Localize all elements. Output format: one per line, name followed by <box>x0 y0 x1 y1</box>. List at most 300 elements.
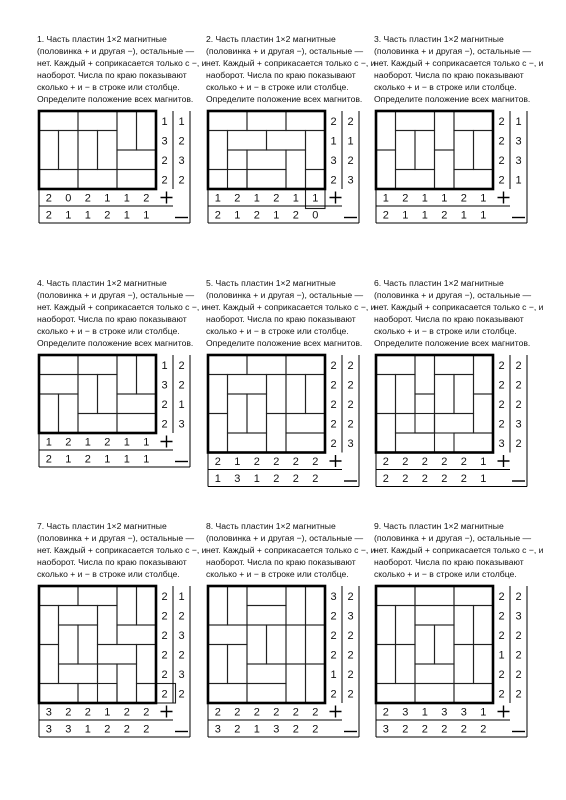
row-minus-clue: 3 <box>347 610 354 623</box>
domino-tile <box>286 355 325 375</box>
col-plus-clue: 2 <box>65 706 72 719</box>
domino-tile <box>228 586 248 625</box>
domino-tile <box>415 586 454 606</box>
domino-tile <box>117 111 137 150</box>
col-plus-clue: 1 <box>441 192 448 205</box>
row-minus-clue: 2 <box>515 668 522 681</box>
row-minus-clue: 2 <box>515 359 522 372</box>
domino-tile <box>59 606 98 626</box>
domino-tile <box>376 111 396 150</box>
plus-icon <box>161 192 173 204</box>
domino-tile <box>247 150 286 170</box>
row-plus-clue: 2 <box>330 437 337 450</box>
domino-tile <box>435 150 455 189</box>
col-plus-clue: 2 <box>45 192 52 205</box>
col-minus-clue: 0 <box>312 209 319 222</box>
domino-tile <box>208 684 247 704</box>
domino-tile <box>247 625 267 664</box>
col-plus-clue: 1 <box>123 192 130 205</box>
domino-tile <box>306 375 326 414</box>
domino-tile <box>98 606 118 645</box>
row-minus-clue: 3 <box>515 135 522 148</box>
domino-tile <box>137 111 157 150</box>
domino-tile <box>247 664 286 684</box>
puzzle-9 <box>374 520 544 746</box>
puzzle-board <box>374 584 524 746</box>
domino-tile <box>208 131 228 170</box>
puzzle-description: 9. Часть пластин 1×2 магнитные (половинка + и другая −), остальные — нет. Каждый + соприкасается только с −, и наоборот. Числа по краю показывают сколько + и − в строке или столбце. <box>374 521 544 579</box>
puzzle-board <box>37 353 187 475</box>
puzzle-description: 1. Часть пластин 1×2 магнитные (половинка + и другая −), остальные — нет. Каждый + соприкасается только с −, и наоборот. Числа по краю показывают сколько + и − в строке или столбце. Определите положение всех магнитов. <box>37 34 207 104</box>
col-plus-clue: 3 <box>441 706 448 719</box>
row-minus-clue: 2 <box>347 154 354 167</box>
col-minus-clue: 3 <box>65 723 72 736</box>
domino-tile <box>454 433 493 453</box>
col-minus-clue: 2 <box>312 723 319 736</box>
domino-tile <box>39 586 78 606</box>
domino-tile <box>247 606 286 626</box>
plus-icon <box>330 706 342 718</box>
row-minus-clue: 3 <box>178 629 185 642</box>
col-plus-clue: 1 <box>382 192 389 205</box>
row-plus-clue: 3 <box>161 135 168 148</box>
col-minus-clue: 1 <box>253 473 260 485</box>
domino-tile <box>78 170 117 190</box>
row-plus-clue: 2 <box>498 379 505 392</box>
col-minus-clue: 2 <box>480 723 487 736</box>
domino-tile <box>435 355 474 375</box>
row-plus-clue: 2 <box>161 418 168 431</box>
col-minus-clue: 2 <box>143 723 150 736</box>
row-plus-clue: 2 <box>161 398 168 411</box>
row-minus-clue: 1 <box>515 115 522 128</box>
col-plus-clue: 1 <box>312 192 319 205</box>
col-plus-clue: 3 <box>460 706 467 719</box>
col-plus-clue: 2 <box>441 456 448 468</box>
row-plus-clue: 2 <box>498 629 505 642</box>
domino-tile <box>247 355 286 375</box>
col-minus-clue: 3 <box>382 723 389 736</box>
row-minus-clue: 3 <box>178 668 185 681</box>
col-plus-clue: 2 <box>312 706 319 719</box>
col-plus-clue: 1 <box>45 436 52 449</box>
puzzle-5 <box>206 277 376 491</box>
row-plus-clue: 3 <box>161 379 168 392</box>
domino-tile <box>59 664 98 684</box>
col-plus-clue: 1 <box>104 706 111 719</box>
domino-tile <box>208 375 228 414</box>
domino-tile <box>396 375 416 414</box>
plus-icon <box>330 192 342 204</box>
domino-tile <box>474 394 494 433</box>
row-minus-clue: 3 <box>347 437 354 450</box>
row-minus-clue: 2 <box>347 398 354 411</box>
domino-tile <box>454 606 474 645</box>
domino-tile <box>396 111 435 131</box>
domino-tile <box>208 414 228 453</box>
col-minus-clue: 2 <box>441 723 448 736</box>
col-plus-clue: 1 <box>480 456 487 468</box>
row-plus-clue: 2 <box>330 174 337 187</box>
row-plus-clue: 2 <box>498 688 505 701</box>
col-minus-clue: 2 <box>441 473 448 485</box>
domino-tile <box>228 131 267 151</box>
row-minus-clue: 2 <box>515 649 522 662</box>
col-minus-clue: 2 <box>382 209 389 222</box>
col-plus-clue: 2 <box>143 706 150 719</box>
col-minus-clue: 2 <box>84 453 91 466</box>
col-plus-clue: 2 <box>143 192 150 205</box>
domino-tile <box>454 131 474 170</box>
domino-tile <box>117 586 137 625</box>
col-minus-clue: 2 <box>402 473 409 485</box>
col-minus-clue: 2 <box>382 473 389 485</box>
row-minus-clue: 2 <box>347 629 354 642</box>
col-plus-clue: 2 <box>104 436 111 449</box>
col-minus-clue: 1 <box>253 723 260 736</box>
row-minus-clue: 1 <box>178 398 185 411</box>
row-plus-clue: 1 <box>330 135 337 148</box>
puzzle-4 <box>37 277 207 475</box>
row-minus-clue: 2 <box>178 379 185 392</box>
domino-tile <box>415 606 454 626</box>
row-plus-clue: 2 <box>498 418 505 431</box>
row-minus-clue: 2 <box>178 359 185 372</box>
col-plus-clue: 2 <box>421 456 428 468</box>
col-plus-clue: 2 <box>382 456 389 468</box>
row-minus-clue: 2 <box>515 590 522 603</box>
row-plus-clue: 2 <box>161 590 168 603</box>
domino-tile <box>247 586 286 606</box>
col-minus-clue: 2 <box>253 209 260 222</box>
col-minus-clue: 1 <box>65 453 72 466</box>
col-minus-clue: 2 <box>402 723 409 736</box>
col-minus-clue: 1 <box>143 453 150 466</box>
domino-tile <box>78 131 98 170</box>
col-minus-clue: 2 <box>214 209 221 222</box>
domino-tile <box>435 375 455 414</box>
domino-tile <box>117 355 137 394</box>
domino-tile <box>117 664 137 703</box>
col-plus-clue: 2 <box>460 456 467 468</box>
plus-icon <box>330 455 342 467</box>
col-minus-clue: 2 <box>104 209 111 222</box>
col-minus-clue: 1 <box>234 209 241 222</box>
domino-tile <box>98 131 118 170</box>
col-plus-clue: 2 <box>460 192 467 205</box>
row-minus-clue: 1 <box>515 174 522 187</box>
row-plus-clue: 2 <box>330 418 337 431</box>
row-minus-clue: 2 <box>347 590 354 603</box>
col-plus-clue: 1 <box>421 192 428 205</box>
domino-tile <box>435 414 474 434</box>
col-minus-clue: 3 <box>45 723 52 736</box>
row-plus-clue: 2 <box>330 379 337 392</box>
row-plus-clue: 2 <box>161 154 168 167</box>
domino-tile <box>228 645 248 684</box>
col-minus-clue: 2 <box>292 723 299 736</box>
domino-tile <box>39 111 78 131</box>
col-plus-clue: 2 <box>292 706 299 719</box>
col-minus-clue: 1 <box>143 209 150 222</box>
col-minus-clue: 2 <box>123 723 130 736</box>
puzzle-description: 2. Часть пластин 1×2 магнитные (половинка + и другая −), остальные — нет. Каждый + соприкасается только с −, и наоборот. Числа по краю показывают сколько + и − в строке или столбце. Определите положение всех магнитов. <box>206 34 376 104</box>
row-plus-clue: 2 <box>161 688 168 701</box>
puzzle-description: 4. Часть пластин 1×2 магнитные (половинка + и другая −), остальные — нет. Каждый + соприкасается только с −, и наоборот. Числа по краю показывают сколько + и − в строке или столбце. Определите положение всех магнитов. <box>37 278 207 348</box>
domino-tile <box>39 606 59 645</box>
domino-tile <box>396 433 435 453</box>
domino-tile <box>267 414 287 453</box>
domino-tile <box>267 131 306 151</box>
row-plus-clue: 2 <box>330 629 337 642</box>
domino-tile <box>286 150 306 189</box>
domino-tile <box>137 586 157 625</box>
domino-tile <box>286 111 325 131</box>
domino-tile <box>454 111 493 131</box>
domino-tile <box>454 684 493 704</box>
row-minus-clue: 3 <box>515 418 522 431</box>
col-plus-clue: 1 <box>123 436 130 449</box>
domino-tile <box>39 355 78 375</box>
col-minus-clue: 1 <box>65 209 72 222</box>
domino-tile <box>454 586 493 606</box>
puzzle-board <box>206 584 356 746</box>
puzzle-1 <box>37 33 207 231</box>
domino-tile <box>39 684 78 704</box>
row-plus-clue: 2 <box>498 590 505 603</box>
col-plus-clue: 1 <box>480 192 487 205</box>
row-minus-clue: 2 <box>178 688 185 701</box>
row-plus-clue: 2 <box>161 668 168 681</box>
col-plus-clue: 2 <box>65 436 72 449</box>
domino-tile <box>228 394 248 433</box>
row-plus-clue: 2 <box>330 649 337 662</box>
row-minus-clue: 1 <box>178 590 185 603</box>
row-plus-clue: 2 <box>330 398 337 411</box>
puzzle-description: 8. Часть пластин 1×2 магнитные (половинка + и другая −), остальные — нет. Каждый + соприкасается только с −, и наоборот. Числа по краю показывают сколько + и − в строке или столбце. <box>206 521 376 579</box>
col-minus-clue: 1 <box>480 209 487 222</box>
col-minus-clue: 2 <box>312 473 319 485</box>
row-plus-clue: 2 <box>330 610 337 623</box>
puzzle-6 <box>374 277 544 491</box>
col-plus-clue: 1 <box>104 192 111 205</box>
domino-tile <box>39 394 59 433</box>
domino-tile <box>376 414 396 453</box>
row-plus-clue: 2 <box>161 629 168 642</box>
row-minus-clue: 1 <box>347 135 354 148</box>
col-minus-clue: 2 <box>45 209 52 222</box>
domino-tile <box>228 375 267 395</box>
domino-tile <box>137 645 157 684</box>
row-minus-clue: 3 <box>515 610 522 623</box>
row-plus-clue: 2 <box>498 174 505 187</box>
row-plus-clue: 2 <box>498 135 505 148</box>
col-minus-clue: 1 <box>460 209 467 222</box>
domino-tile <box>396 131 416 170</box>
row-plus-clue: 2 <box>498 154 505 167</box>
plus-icon <box>161 706 173 718</box>
col-minus-clue: 1 <box>123 209 130 222</box>
domino-tile <box>415 625 435 664</box>
domino-tile <box>117 414 156 434</box>
domino-tile <box>306 586 326 625</box>
row-minus-clue: 2 <box>347 688 354 701</box>
col-minus-clue: 3 <box>234 473 241 485</box>
col-plus-clue: 2 <box>402 192 409 205</box>
plus-icon <box>498 455 510 467</box>
col-plus-clue: 2 <box>84 192 91 205</box>
row-plus-clue: 2 <box>330 115 337 128</box>
puzzle-description: 6. Часть пластин 1×2 магнитные (половинка + и другая −), остальные — нет. Каждый + соприкасается только с −, и наоборот. Числа по краю показывают сколько + и − в строке или столбце. Определите положение всех магнитов. <box>374 278 544 348</box>
domino-tile <box>306 625 326 664</box>
col-minus-clue: 2 <box>292 209 299 222</box>
row-plus-clue: 1 <box>330 668 337 681</box>
row-minus-clue: 3 <box>515 154 522 167</box>
row-minus-clue: 2 <box>347 418 354 431</box>
row-minus-clue: 2 <box>515 688 522 701</box>
col-plus-clue: 1 <box>421 706 428 719</box>
domino-tile <box>376 355 415 375</box>
row-plus-clue: 2 <box>161 610 168 623</box>
row-plus-clue: 2 <box>330 688 337 701</box>
puzzle-board <box>374 109 524 231</box>
row-plus-clue: 2 <box>161 174 168 187</box>
domino-tile <box>286 664 306 703</box>
col-plus-clue: 3 <box>45 706 52 719</box>
puzzle-board <box>206 109 356 231</box>
row-minus-clue: 3 <box>178 154 185 167</box>
row-minus-clue: 2 <box>178 610 185 623</box>
domino-tile <box>78 375 98 414</box>
col-minus-clue: 1 <box>480 473 487 485</box>
row-minus-clue: 2 <box>347 115 354 128</box>
domino-tile <box>98 375 118 414</box>
row-minus-clue: 3 <box>347 174 354 187</box>
domino-tile <box>59 394 79 433</box>
row-minus-clue: 2 <box>178 649 185 662</box>
row-minus-clue: 3 <box>178 418 185 431</box>
domino-tile <box>376 606 396 645</box>
domino-tile <box>39 131 59 170</box>
domino-tile <box>59 625 79 664</box>
domino-tile <box>454 375 474 414</box>
plus-icon <box>498 192 510 204</box>
col-plus-clue: 2 <box>292 456 299 468</box>
row-plus-clue: 1 <box>161 115 168 128</box>
puzzle-board <box>37 584 187 746</box>
domino-tile <box>474 645 494 684</box>
domino-tile <box>474 606 494 645</box>
domino-tile <box>376 375 396 414</box>
col-plus-clue: 2 <box>273 456 280 468</box>
domino-tile <box>306 664 326 703</box>
col-minus-clue: 2 <box>273 473 280 485</box>
domino-tile <box>208 586 228 625</box>
domino-tile <box>376 684 415 704</box>
col-plus-clue: 2 <box>234 706 241 719</box>
domino-tile <box>117 394 156 414</box>
domino-tile <box>208 625 247 645</box>
domino-tile <box>247 111 286 131</box>
domino-tile <box>435 111 455 150</box>
domino-tile <box>247 684 286 704</box>
domino-tile <box>98 645 137 665</box>
col-plus-clue: 2 <box>253 706 260 719</box>
row-minus-clue: 2 <box>178 174 185 187</box>
row-minus-clue: 2 <box>347 379 354 392</box>
row-minus-clue: 2 <box>178 135 185 148</box>
domino-tile <box>117 170 156 190</box>
domino-tile <box>78 625 98 664</box>
domino-tile <box>454 170 493 190</box>
domino-tile <box>39 645 59 684</box>
col-plus-clue: 2 <box>214 706 221 719</box>
domino-tile <box>117 625 156 645</box>
domino-tile <box>208 355 247 375</box>
col-plus-clue: 2 <box>84 706 91 719</box>
col-plus-clue: 2 <box>382 706 389 719</box>
domino-tile <box>78 355 117 375</box>
puzzle-board <box>37 109 187 231</box>
col-plus-clue: 1 <box>84 436 91 449</box>
row-plus-clue: 3 <box>498 437 505 450</box>
col-minus-clue: 1 <box>84 723 91 736</box>
col-minus-clue: 2 <box>104 723 111 736</box>
domino-tile <box>286 586 306 625</box>
col-minus-clue: 1 <box>84 209 91 222</box>
row-plus-clue: 2 <box>498 359 505 372</box>
domino-tile <box>415 355 435 394</box>
domino-tile <box>137 355 157 394</box>
puzzle-3 <box>374 33 544 231</box>
domino-tile <box>78 414 117 434</box>
row-minus-clue: 2 <box>515 398 522 411</box>
col-plus-clue: 1 <box>292 192 299 205</box>
domino-tile <box>286 625 306 664</box>
domino-tile <box>208 111 247 131</box>
col-minus-clue: 2 <box>460 723 467 736</box>
col-minus-clue: 1 <box>104 453 111 466</box>
col-minus-clue: 2 <box>441 209 448 222</box>
col-minus-clue: 1 <box>421 209 428 222</box>
col-minus-clue: 2 <box>292 473 299 485</box>
row-plus-clue: 2 <box>498 115 505 128</box>
domino-tile <box>415 684 454 704</box>
col-minus-clue: 1 <box>273 209 280 222</box>
domino-tile <box>396 645 416 684</box>
row-minus-clue: 2 <box>515 379 522 392</box>
domino-tile <box>247 394 267 433</box>
col-plus-clue: 2 <box>273 192 280 205</box>
col-minus-clue: 1 <box>214 473 221 485</box>
row-minus-clue: 2 <box>347 649 354 662</box>
col-minus-clue: 3 <box>273 723 280 736</box>
col-minus-clue: 2 <box>421 723 428 736</box>
puzzle-description: 7. Часть пластин 1×2 магнитные (половинка + и другая −), остальные — нет. Каждый + соприкасается только с −, и наоборот. Числа по краю показывают сколько + и − в строке или столбце. <box>37 521 207 579</box>
domino-tile <box>286 375 306 414</box>
domino-tile <box>228 433 267 453</box>
col-plus-clue: 1 <box>480 706 487 719</box>
col-minus-clue: 2 <box>421 473 428 485</box>
col-minus-clue: 2 <box>45 453 52 466</box>
domino-tile <box>435 625 455 664</box>
puzzle-7 <box>37 520 207 746</box>
domino-tile <box>306 131 326 170</box>
domino-tile <box>117 150 156 170</box>
domino-tile <box>286 414 325 434</box>
domino-tile <box>474 355 494 394</box>
plus-icon <box>498 706 510 718</box>
